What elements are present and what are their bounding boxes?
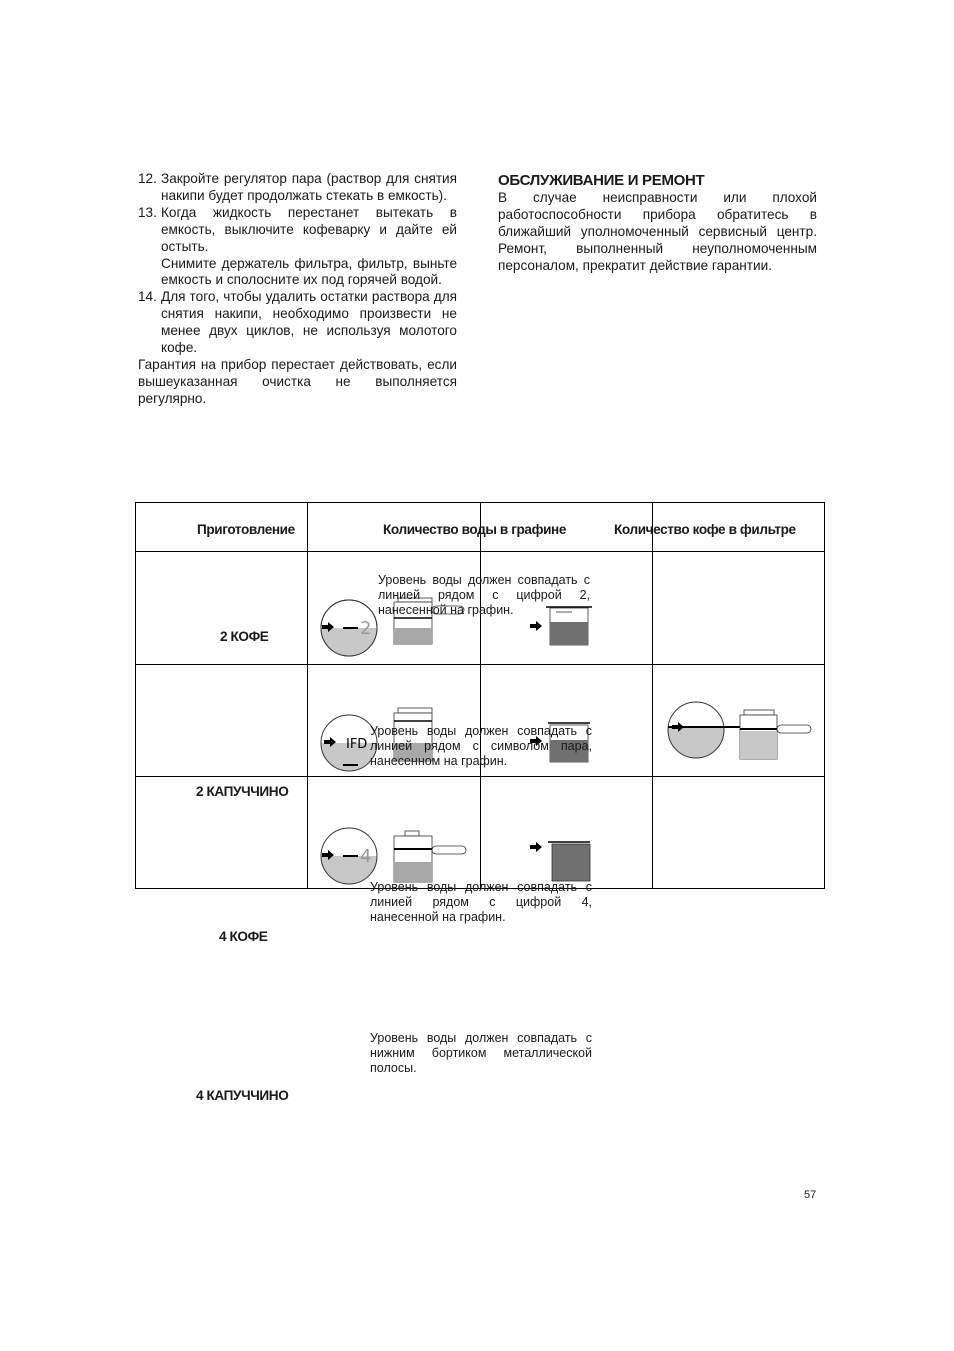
row-label-4-coffee: 4 КОФЕ bbox=[219, 929, 268, 944]
desc-4-coffee: Уровень воды должен совпадать с линией рядом с цифрой 4, нанесенной на графин. bbox=[370, 880, 592, 925]
header-coffee-amount: Количество кофе в фильтре bbox=[614, 522, 796, 537]
service-paragraph: В случае неисправности или плохой работоспособности прибора обратитесь в ближайший уполномоченный сервисный центр. Ремонт, выполненный неуполномоченным персоналом, прекратит действие гарантии. bbox=[498, 190, 817, 273]
header-preparation: Приготовление bbox=[197, 522, 295, 537]
magnifier-label: IFD bbox=[346, 737, 368, 752]
page-number: 57 bbox=[804, 1189, 817, 1201]
carafe-icon bbox=[394, 831, 466, 882]
magnifier-label: 2 bbox=[360, 618, 372, 639]
desc-2-cappuccino: Уровень воды должен совпадать с линией рядом с символом пара, нанесенном на графин. bbox=[370, 724, 592, 769]
row-label-2-coffee: 2 КОФЕ bbox=[220, 629, 269, 644]
step-text: Для того, чтобы удалить остатки раствора для снятия накипи, необходимо произвести не менее двух циклов, не используя молотого кофе. bbox=[161, 289, 457, 356]
header-water-amount: Количество воды в графине bbox=[383, 522, 567, 537]
carafe-icon bbox=[548, 842, 590, 881]
step-text: Закройте регулятор пара (раствор для снятия накипи будет продолжать стекать в емкость). bbox=[161, 171, 457, 203]
magnifier-label: 4 bbox=[360, 846, 372, 867]
row-label-2-cappuccino: 2 КАПУЧЧИНО bbox=[196, 784, 289, 799]
row-label-4-cappuccino: 4 КАПУЧЧИНО bbox=[196, 1088, 289, 1103]
step-13-continued: Снимите держатель фильтра, фильтр, выньте емкость и сполосните их под горячей водой. bbox=[161, 255, 457, 288]
desc-4-cappuccino: Уровень воды должен совпадать с нижним бортиком металлической полосы. bbox=[370, 1031, 592, 1076]
warranty-note: Гарантия на прибор перестает действовать, если вышеуказанная очистка не выполняется регулярно. bbox=[138, 356, 457, 406]
carafe-icon bbox=[740, 710, 811, 759]
step-number: 13. bbox=[138, 204, 157, 220]
step-text: Когда жидкость перестанет вытекать в емкость, выключите кофеварку и дайте ей остыть. bbox=[161, 204, 457, 254]
arrow-icon bbox=[530, 842, 542, 852]
step-number: 14. bbox=[138, 289, 157, 305]
section-heading: ОБСЛУЖИВАНИЕ И РЕМОНТ bbox=[498, 172, 705, 189]
arrow-icon bbox=[530, 621, 542, 631]
magnifier-strip-level-icon bbox=[667, 702, 740, 760]
step-number: 12. bbox=[138, 171, 157, 186]
desc-2-coffee: Уровень воды должен совпадать с линией рядом с цифрой 2, нанесенной на графин. bbox=[378, 573, 590, 618]
